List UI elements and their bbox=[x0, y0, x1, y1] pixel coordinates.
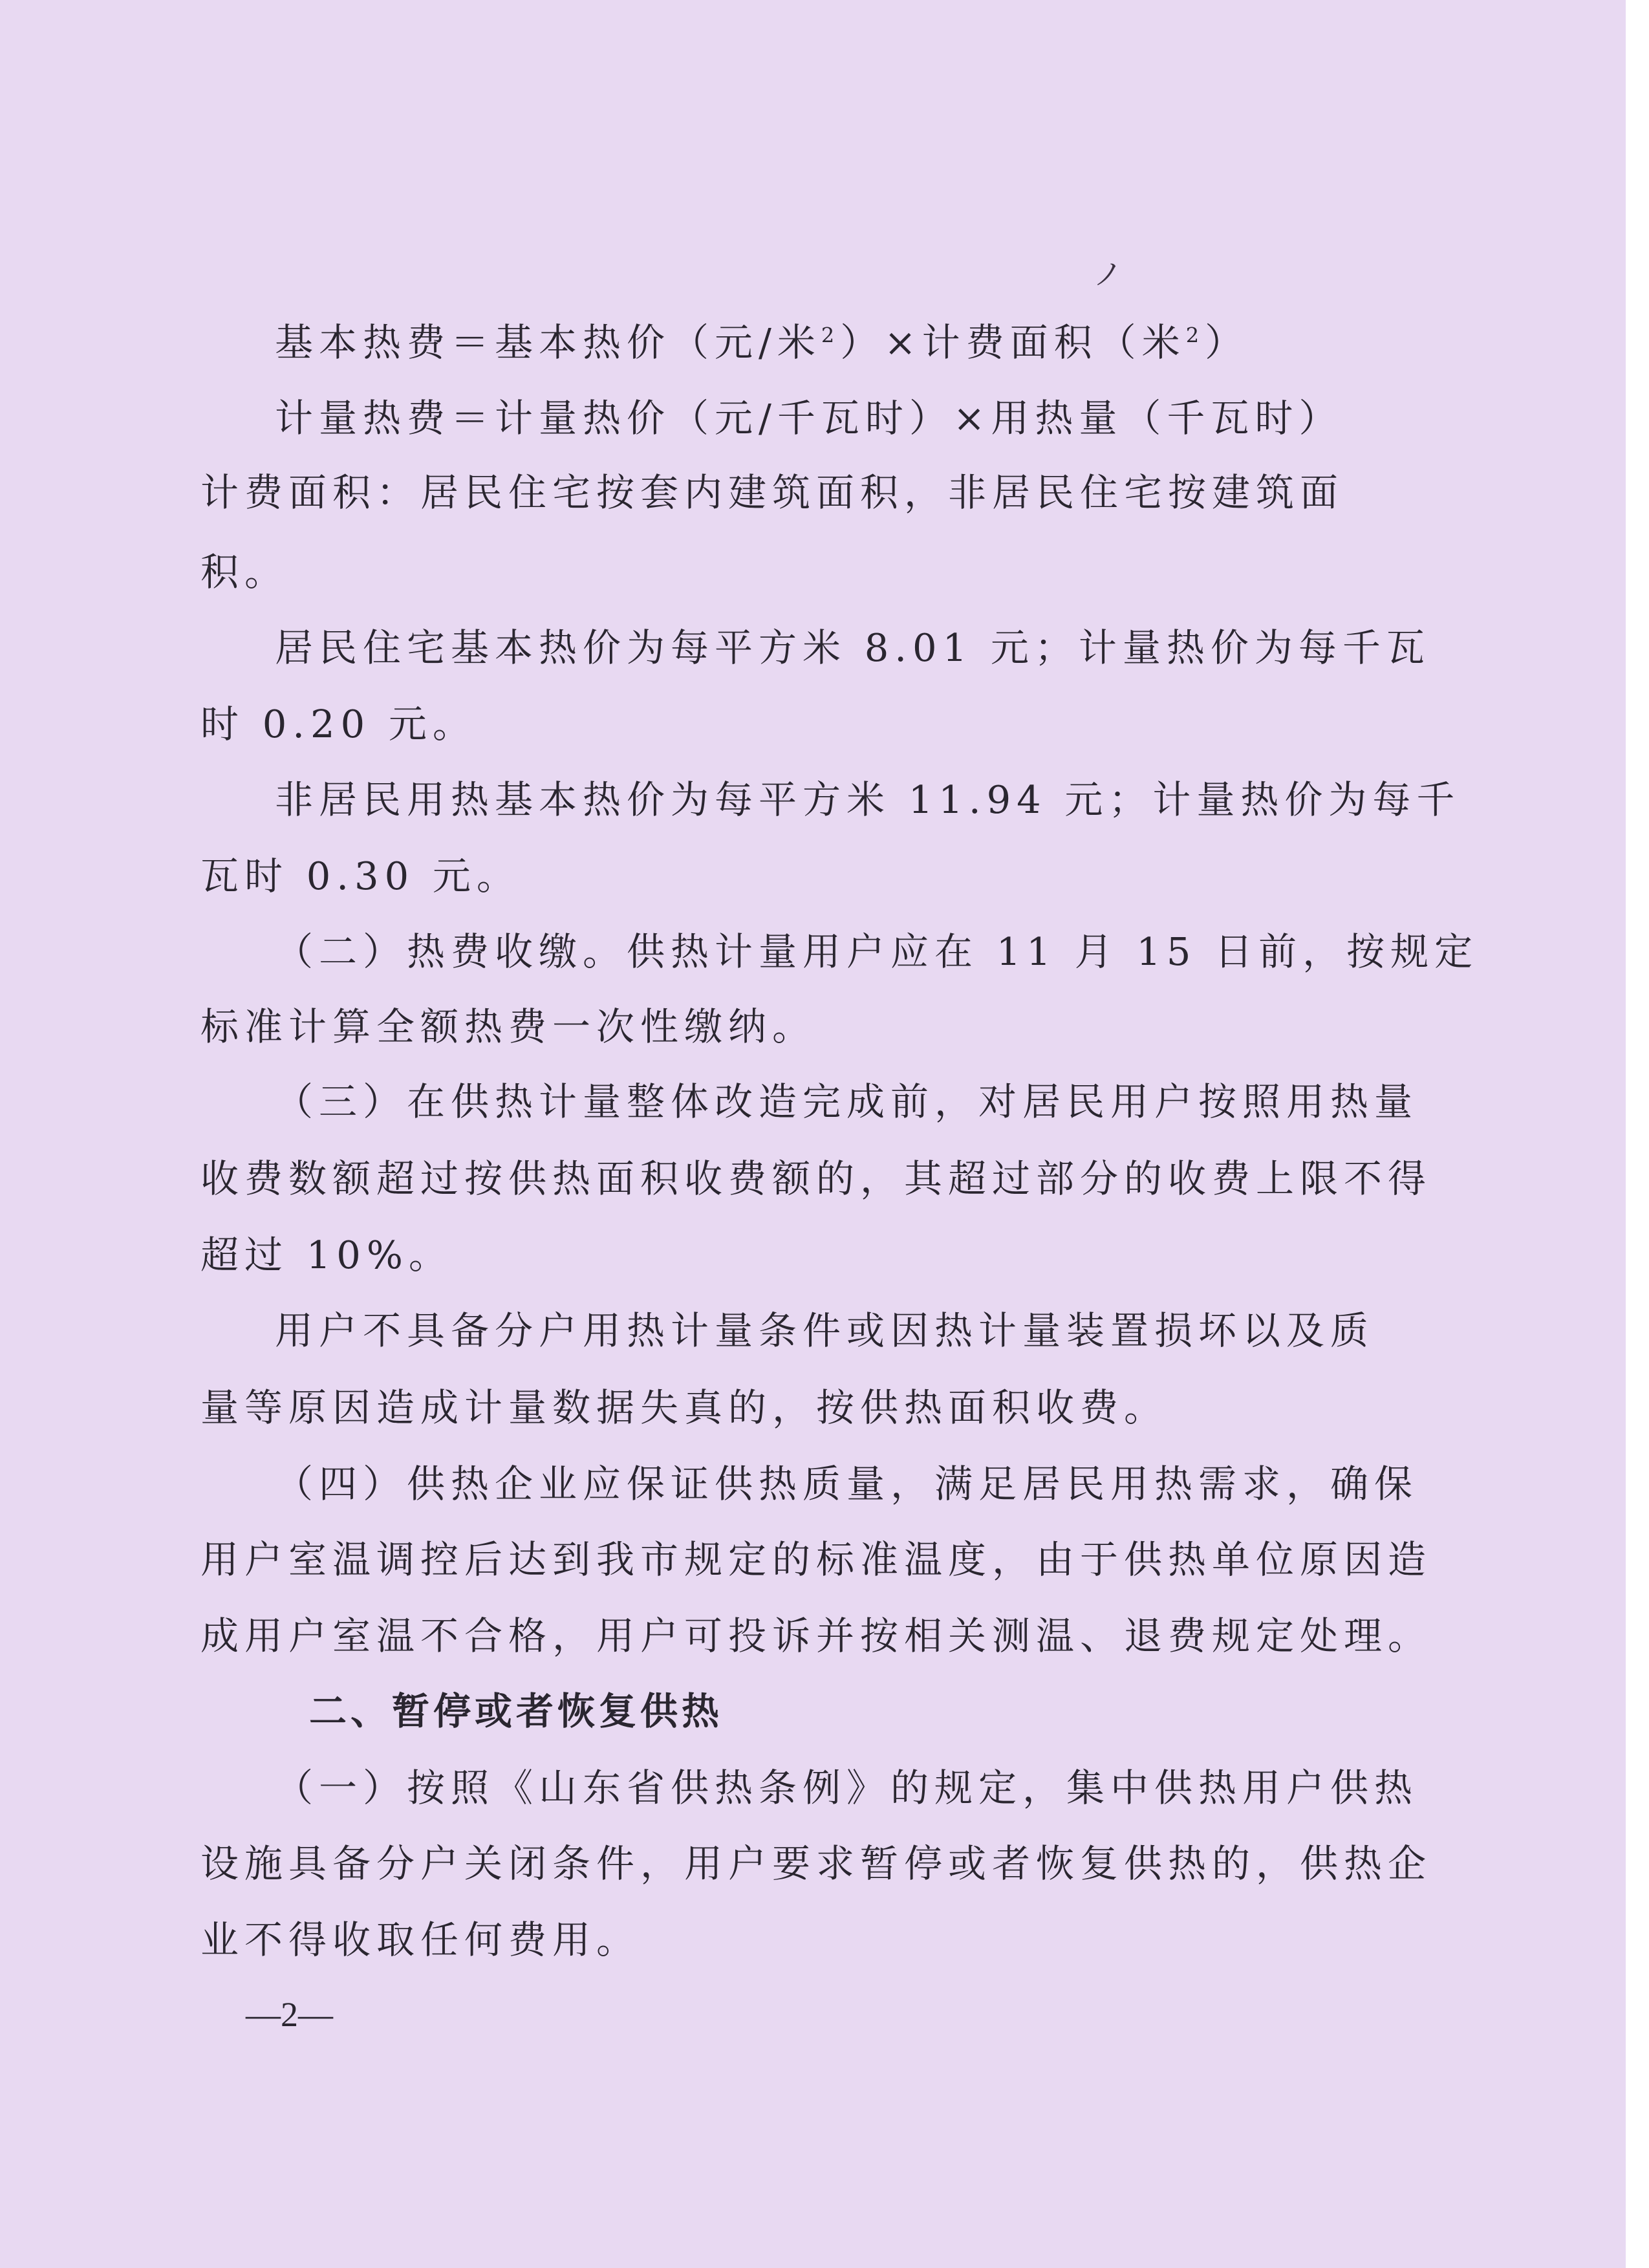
billing-area-line-2: 积。 bbox=[200, 550, 289, 594]
fallback-billing-line-1: 用户不具备分户用热计量条件或因热计量装置损坏以及质 bbox=[275, 1308, 1375, 1353]
formula-basic-left: 基本热费＝基本热价（元/米 bbox=[275, 320, 821, 365]
section-three-line-3: 超过 10%。 bbox=[200, 1233, 453, 1277]
section-two-line-1: （二）热费收缴。供热计量用户应在 11 月 15 日前，按规定 bbox=[275, 929, 1479, 974]
page-number: —2— bbox=[246, 1995, 333, 2034]
residential-price-line-1: 居民住宅基本热价为每平方米 8.01 元；计量热价为每千瓦 bbox=[275, 625, 1430, 670]
formula-basic-sup1: 2 bbox=[821, 323, 841, 348]
subsection-one-line-3: 业不得收取任何费用。 bbox=[200, 1917, 641, 1962]
section-four-line-1: （四）供热企业应保证供热质量，满足居民用热需求，确保 bbox=[275, 1462, 1419, 1506]
section-four-line-3: 成用户室温不合格，用户可投诉并按相关测温、退费规定处理。 bbox=[200, 1614, 1432, 1658]
billing-area-line-1: 计费面积：居民住宅按套内建筑面积，非居民住宅按建筑面 bbox=[200, 470, 1344, 515]
section-three-line-2: 收费数额超过按供热面积收费额的，其超过部分的收费上限不得 bbox=[200, 1156, 1432, 1201]
fallback-billing-line-2: 量等原因造成计量数据失真的，按供热面积收费。 bbox=[200, 1385, 1169, 1430]
section-four-line-2: 用户室温调控后达到我市规定的标准温度，由于供热单位原因造 bbox=[200, 1537, 1432, 1582]
residential-price-line-2: 时 0.20 元。 bbox=[200, 702, 477, 746]
scan-mark: ノ bbox=[1093, 257, 1123, 292]
heading-suspend-resume: 二、暂停或者恢复供热 bbox=[309, 1689, 724, 1733]
formula-basic-right: ） bbox=[1205, 320, 1249, 365]
formula-metered-heat-fee: 计量热费＝计量热价（元/千瓦时）×用热量（千瓦时） bbox=[275, 396, 1343, 440]
nonresidential-price-line-1: 非居民用热基本热价为每平方米 11.94 元；计量热价为每千 bbox=[275, 777, 1461, 822]
nonresidential-price-line-2: 瓦时 0.30 元。 bbox=[200, 854, 521, 898]
subsection-one-line-1: （一）按照《山东省供热条例》的规定，集中供热用户供热 bbox=[275, 1766, 1419, 1810]
formula-basic-sup2: 2 bbox=[1185, 323, 1205, 348]
subsection-one-line-2: 设施具备分户关闭条件，用户要求暂停或者恢复供热的，供热企 bbox=[200, 1841, 1432, 1886]
formula-basic-middle: ）×计费面积（米 bbox=[840, 320, 1186, 365]
section-two-line-2: 标准计算全额热费一次性缴纳。 bbox=[200, 1004, 817, 1049]
page-edge bbox=[1626, 0, 1649, 2268]
section-three-line-1: （三）在供热计量整体改造完成前，对居民用户按照用热量 bbox=[275, 1079, 1419, 1124]
formula-basic-heat-fee bbox=[275, 317, 1249, 369]
